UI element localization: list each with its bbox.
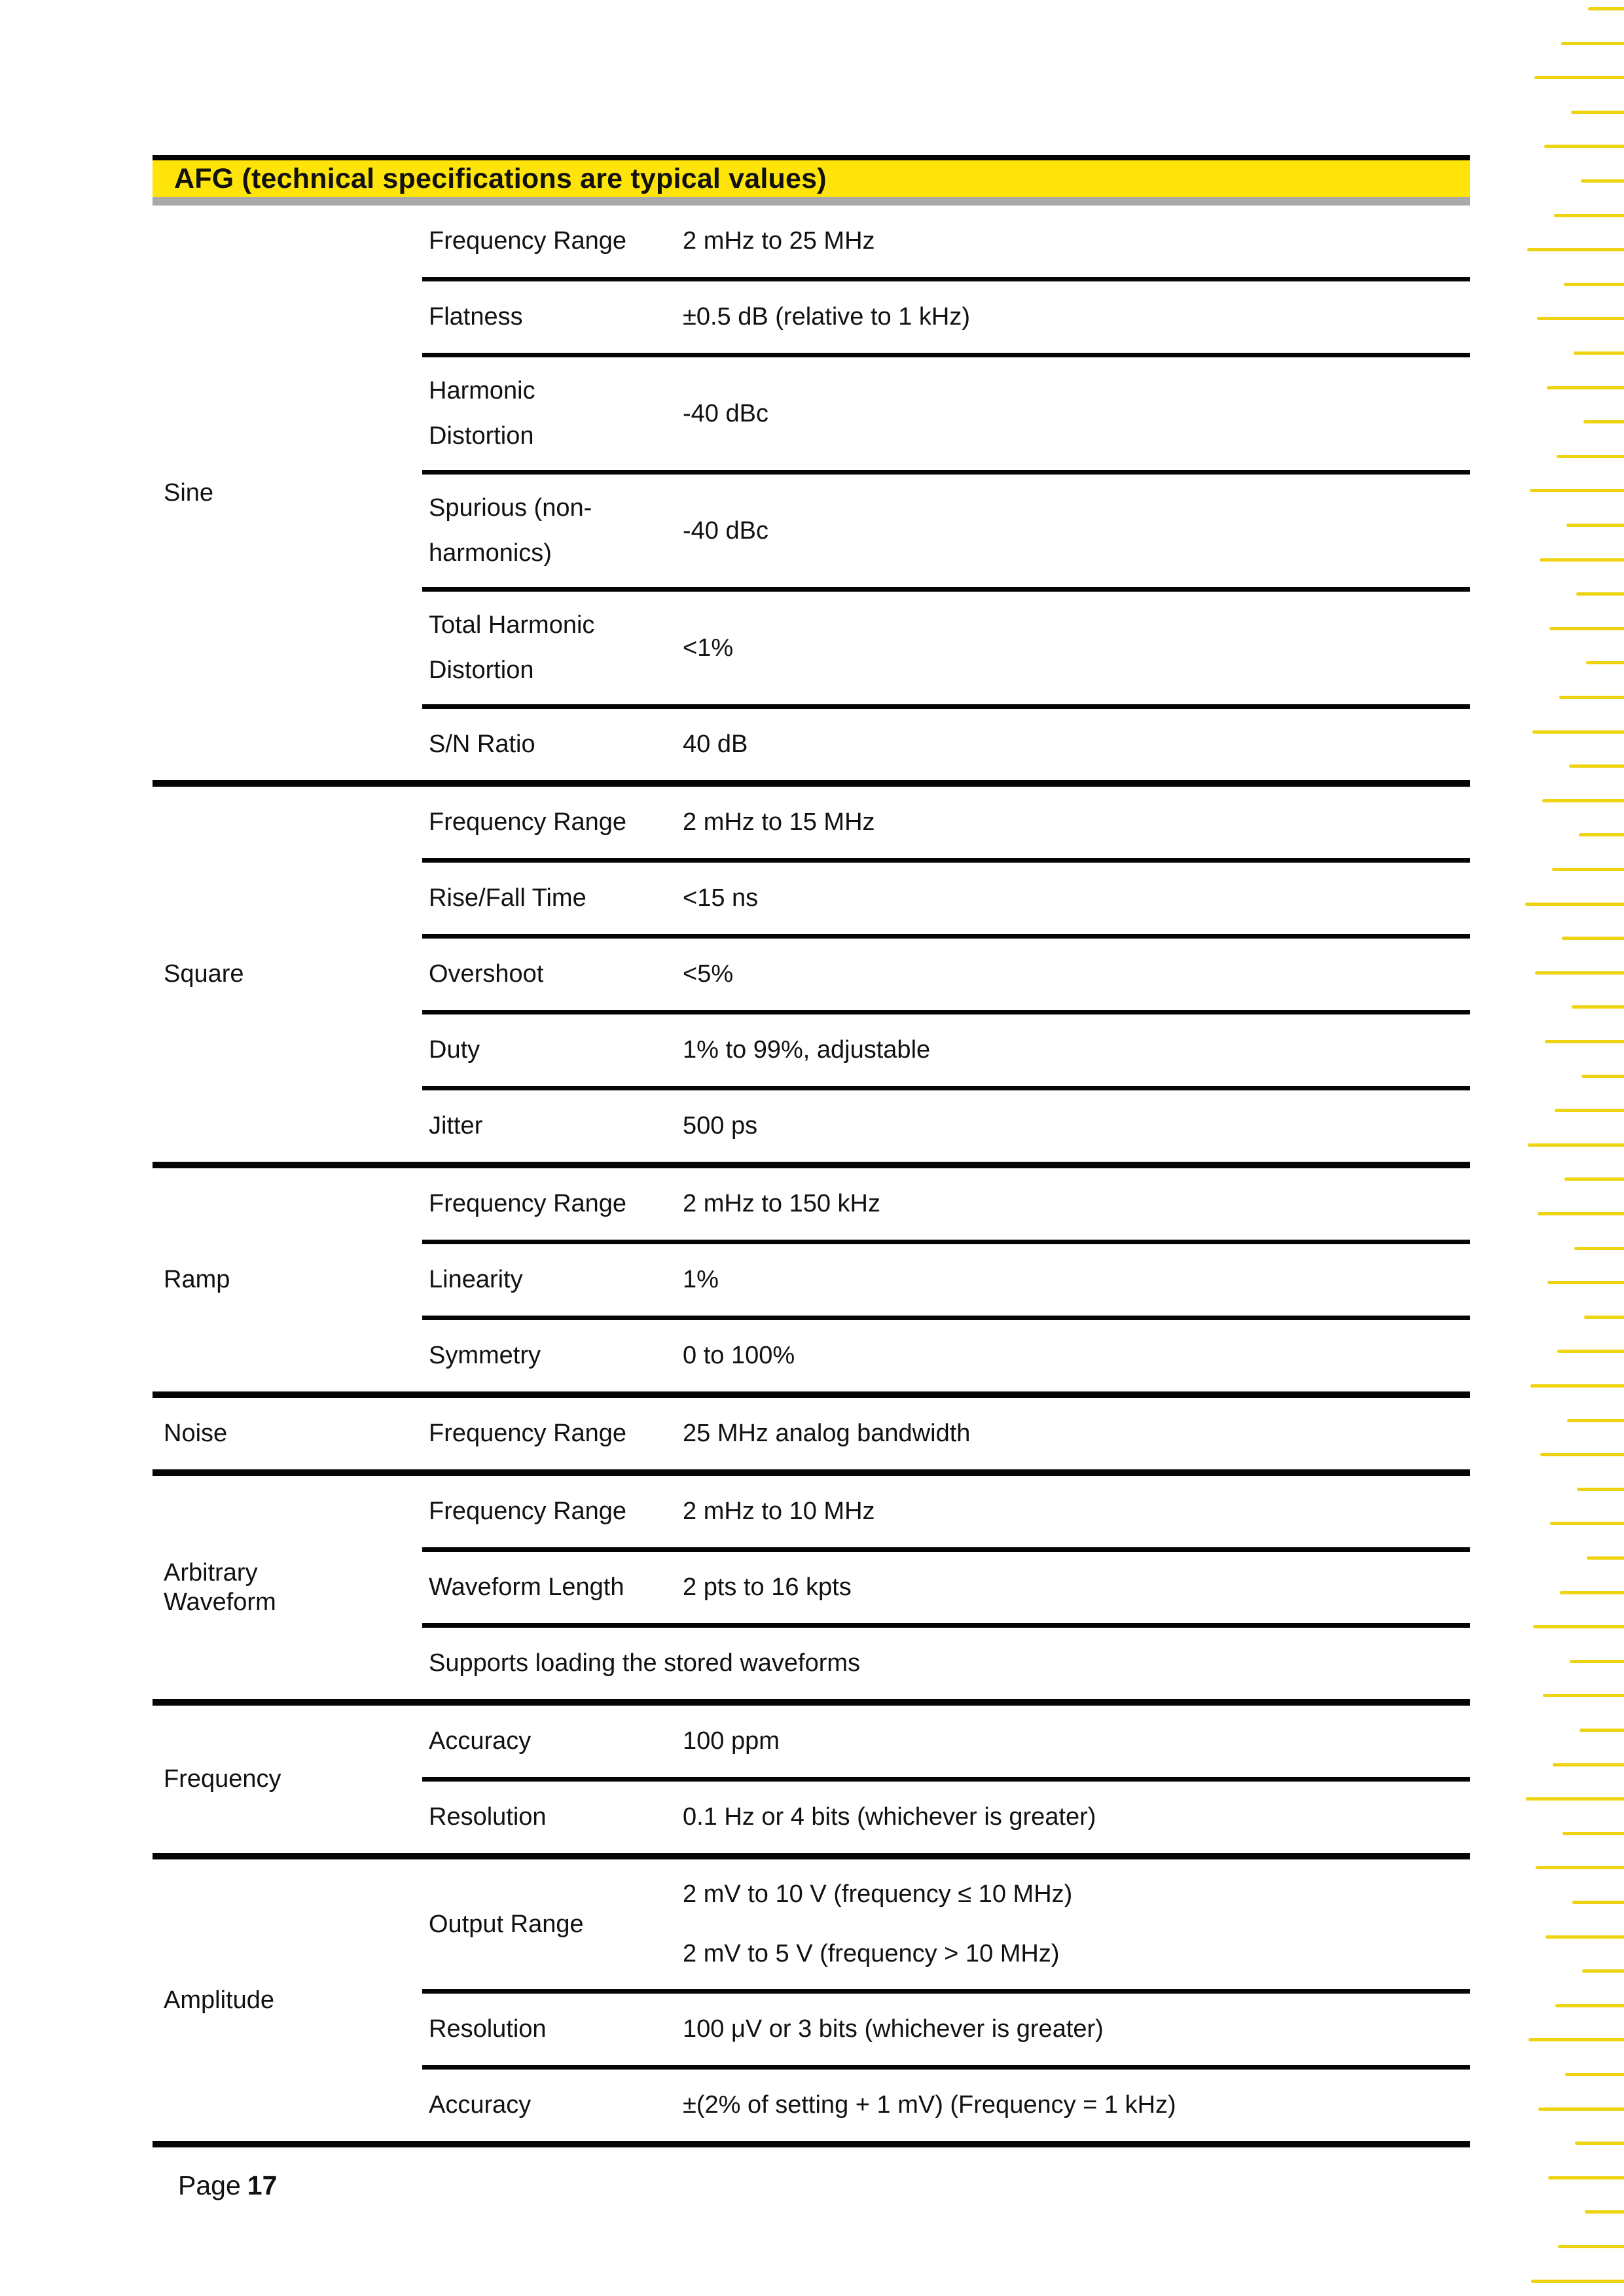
edge-dash	[1572, 1005, 1624, 1009]
section-label	[153, 206, 422, 780]
row-label-line: Resolution	[429, 1803, 547, 1831]
row-label	[422, 494, 683, 567]
edge-dash	[1564, 1177, 1624, 1181]
edge-dash	[1564, 283, 1624, 286]
row-label-line: harmonics)	[429, 539, 552, 567]
row-label	[422, 1112, 683, 1140]
row-label	[422, 227, 683, 255]
edge-dash	[1538, 1212, 1624, 1215]
edge-dash	[1554, 214, 1624, 217]
edge-dash	[1581, 179, 1624, 183]
row-label-line: Distortion	[429, 656, 534, 684]
edge-dash	[1528, 1143, 1624, 1147]
edge-dash	[1543, 1694, 1624, 1697]
edge-dash	[1528, 2038, 1624, 2041]
section-label	[153, 787, 422, 1162]
edge-dash	[1562, 937, 1624, 940]
row-label	[422, 1498, 683, 1526]
edge-dash	[1572, 1901, 1624, 1904]
spec-row	[422, 1398, 1470, 1469]
edge-dash	[1584, 1316, 1624, 1319]
section-rows	[422, 206, 1470, 780]
edge-dash	[1545, 1040, 1624, 1043]
spec-row	[422, 863, 1470, 939]
spec-row	[422, 206, 1470, 281]
row-label	[422, 1342, 683, 1370]
edge-dash	[1525, 903, 1624, 906]
edge-dash	[1562, 1832, 1624, 1835]
edge-dash	[1583, 420, 1624, 423]
section-rows	[422, 1859, 1470, 2141]
edge-dash	[1558, 2245, 1624, 2248]
section-label-line: Waveform	[164, 1588, 276, 1616]
edge-dash	[1569, 764, 1624, 768]
row-label	[422, 1190, 683, 1218]
edge-dash	[1552, 868, 1624, 871]
row-label-line: Symmetry	[429, 1342, 541, 1369]
edge-dash	[1582, 1969, 1624, 1973]
edge-dash	[1548, 2176, 1624, 2179]
edge-dash	[1574, 351, 1624, 355]
row-label	[422, 1803, 683, 1831]
section-rows	[422, 1476, 1470, 1699]
section-label	[153, 1859, 422, 2141]
edge-dash	[1527, 248, 1624, 251]
table-section	[153, 1398, 1470, 1476]
row-label-line: Duty	[429, 1036, 480, 1064]
edge-dash	[1559, 696, 1624, 699]
edge-dash	[1542, 799, 1624, 802]
row-value-line: 2 mV to 5 V (frequency > 10 MHz)	[683, 1940, 1060, 1967]
row-value: 2 mHz to 10 MHz	[683, 1498, 875, 1525]
row-label	[422, 1727, 683, 1755]
section-label	[153, 1168, 422, 1391]
row-label-line: S/N Ratio	[429, 730, 535, 758]
edge-dash	[1565, 2073, 1624, 2076]
spec-row	[422, 2070, 1470, 2141]
spec-row	[422, 1476, 1470, 1552]
row-value-line: 2 mV to 10 V (frequency ≤ 10 MHz)	[683, 1880, 1073, 1908]
edge-dash	[1547, 1281, 1624, 1284]
edge-dash	[1574, 1247, 1624, 1250]
row-value: <1%	[683, 634, 734, 662]
edge-dash	[1534, 76, 1624, 79]
edge-dash	[1586, 661, 1624, 664]
section-label-line: Square	[164, 960, 244, 988]
spec-row	[422, 787, 1470, 863]
section-rows	[422, 1398, 1470, 1469]
row-value: 2 mHz to 150 kHz	[683, 1190, 880, 1217]
edge-dash	[1550, 1522, 1624, 1525]
edge-dash	[1540, 1453, 1624, 1456]
row-label-line: Harmonic	[429, 377, 535, 404]
edge-dash	[1576, 592, 1624, 596]
spec-row	[422, 1320, 1470, 1391]
spec-row	[422, 1014, 1470, 1090]
row-value: -40 dBc	[683, 516, 768, 545]
row-label-line: Resolution	[429, 2015, 547, 2043]
spec-row	[422, 1994, 1470, 2070]
row-label	[422, 960, 683, 988]
spec-row	[422, 1552, 1470, 1628]
row-label	[422, 377, 683, 450]
edge-dash	[1549, 627, 1624, 630]
edge-dash	[1577, 1488, 1624, 1491]
row-value: 25 MHz analog bandwidth	[683, 1420, 971, 1447]
row-label	[422, 730, 683, 759]
edge-dash	[1579, 833, 1624, 836]
row-value: 500 ps	[683, 1112, 758, 1139]
edge-dash	[1547, 386, 1624, 389]
row-label	[422, 808, 683, 836]
row-label	[422, 1266, 683, 1294]
edge-dash	[1537, 317, 1624, 320]
spec-row	[422, 1628, 1470, 1699]
row-label-line: Waveform Length	[429, 1573, 624, 1601]
edge-dash	[1581, 1075, 1624, 1078]
section-rows	[422, 787, 1470, 1162]
section-label-line: Arbitrary	[164, 1559, 258, 1587]
edge-dash	[1526, 1797, 1624, 1801]
row-label	[422, 303, 683, 331]
edge-dash	[1536, 1866, 1624, 1869]
row-value: <5%	[683, 960, 734, 988]
edge-dash	[1560, 1591, 1624, 1594]
row-value: 1%	[683, 1266, 719, 1293]
row-label	[422, 2091, 683, 2119]
row-label	[422, 2015, 683, 2043]
section-label	[153, 1476, 422, 1699]
row-label	[422, 1910, 683, 1939]
section-label	[153, 1398, 422, 1469]
edge-dash	[1588, 7, 1624, 10]
edge-dash	[1575, 2142, 1624, 2145]
page-title: AFG (technical specifications are typical values)	[174, 162, 827, 194]
table-section	[153, 1476, 1470, 1706]
section-label-line: Ramp	[164, 1266, 230, 1294]
page-footer-label: Page	[178, 2170, 241, 2200]
section-label-line: Sine	[164, 478, 214, 507]
edge-dash	[1532, 730, 1624, 734]
row-value: 0 to 100%	[683, 1342, 795, 1369]
spec-row	[422, 1782, 1470, 1853]
table-section	[153, 1859, 1470, 2147]
edge-dash	[1530, 489, 1624, 492]
row-value: ±(2% of setting + 1 mV) (Frequency = 1 kHz)	[683, 2091, 1176, 2119]
edge-dash	[1587, 1556, 1624, 1560]
row-value: 100 μV or 3 bits (whichever is greater)	[683, 2015, 1104, 2043]
edge-dash	[1566, 524, 1624, 527]
edge-dash	[1585, 2210, 1624, 2214]
row-value	[683, 1880, 1470, 1968]
spec-row	[422, 939, 1470, 1014]
edge-dash	[1538, 2108, 1624, 2111]
edge-dash	[1557, 1350, 1624, 1353]
row-label-line: Accuracy	[429, 2091, 532, 2119]
section-rows	[422, 1168, 1470, 1391]
row-label-line: Overshoot	[429, 960, 544, 988]
row-value: Supports loading the stored waveforms	[429, 1649, 861, 1677]
edge-dash	[1553, 1763, 1624, 1767]
row-value: 100 ppm	[683, 1727, 780, 1755]
row-label	[422, 1420, 683, 1448]
edge-dash	[1544, 145, 1624, 148]
edge-dash	[1533, 1625, 1624, 1628]
row-label	[422, 1573, 683, 1602]
spec-row	[422, 1168, 1470, 1244]
table-section	[153, 1706, 1470, 1859]
edge-dash	[1540, 558, 1624, 562]
edge-dash-pattern	[1513, 0, 1624, 2296]
edge-dash	[1557, 455, 1624, 458]
section-label-line: Frequency	[164, 1765, 281, 1793]
edge-dash	[1545, 1935, 1624, 1939]
row-label	[422, 1036, 683, 1064]
row-label-line: Jitter	[429, 1112, 483, 1139]
row-label	[422, 611, 683, 685]
edge-dash	[1570, 1660, 1624, 1663]
row-label-line: Flatness	[429, 303, 523, 331]
row-label-line: Spurious (non-	[429, 494, 592, 522]
spec-row	[422, 1244, 1470, 1320]
section-rows	[422, 1706, 1470, 1853]
spec-row	[422, 475, 1470, 592]
edge-dash	[1579, 1729, 1624, 1732]
section-label-line: Amplitude	[164, 1986, 274, 2014]
spec-sheet	[153, 155, 1470, 2147]
section-label	[153, 1706, 422, 1853]
row-label-line: Output Range	[429, 1910, 584, 1938]
spec-row	[422, 709, 1470, 780]
edge-dash	[1555, 2004, 1624, 2007]
spec-row	[422, 1859, 1470, 1994]
row-value: 1% to 99%, adjustable	[683, 1036, 931, 1064]
spec-row	[422, 592, 1470, 709]
row-label-line: Frequency Range	[429, 227, 627, 255]
row-label-line: Frequency Range	[429, 808, 627, 836]
row-label-line: Linearity	[429, 1266, 523, 1293]
row-value: 0.1 Hz or 4 bits (whichever is greater)	[683, 1803, 1096, 1831]
title-bar-shadow	[153, 197, 1470, 206]
row-label	[422, 884, 683, 912]
row-label-line: Frequency Range	[429, 1190, 627, 1217]
edge-dash	[1555, 1109, 1624, 1112]
edge-dash	[1531, 2280, 1624, 2283]
row-label-line: Total Harmonic	[429, 611, 595, 639]
row-label-line: Distortion	[429, 422, 534, 450]
page-number: 17	[247, 2170, 278, 2200]
row-value: 40 dB	[683, 730, 748, 758]
page-footer	[178, 2170, 277, 2201]
row-label-line: Rise/Fall Time	[429, 884, 586, 912]
row-label-line: Frequency Range	[429, 1498, 627, 1525]
row-value: 2 mHz to 15 MHz	[683, 808, 875, 836]
row-value: <15 ns	[683, 884, 759, 912]
spec-row	[422, 281, 1470, 357]
row-value: 2 pts to 16 kpts	[683, 1573, 852, 1601]
row-value: -40 dBc	[683, 399, 768, 427]
edge-dash	[1561, 42, 1624, 45]
row-label-line: Accuracy	[429, 1727, 532, 1755]
spec-row	[422, 357, 1470, 475]
table-section	[153, 206, 1470, 787]
edge-dash	[1567, 1419, 1624, 1422]
title-bar	[153, 155, 1470, 197]
spec-row	[422, 1706, 1470, 1782]
section-label-line: Noise	[164, 1420, 228, 1448]
table-section	[153, 787, 1470, 1168]
edge-dash	[1535, 971, 1624, 975]
row-value: ±0.5 dB (relative to 1 kHz)	[683, 303, 971, 331]
spec-table	[153, 206, 1470, 2147]
spec-row	[422, 1090, 1470, 1162]
table-section	[153, 1168, 1470, 1398]
row-value: 2 mHz to 25 MHz	[683, 227, 875, 255]
edge-dash	[1571, 111, 1624, 114]
row-label-line: Frequency Range	[429, 1420, 627, 1447]
edge-dash	[1530, 1384, 1624, 1388]
